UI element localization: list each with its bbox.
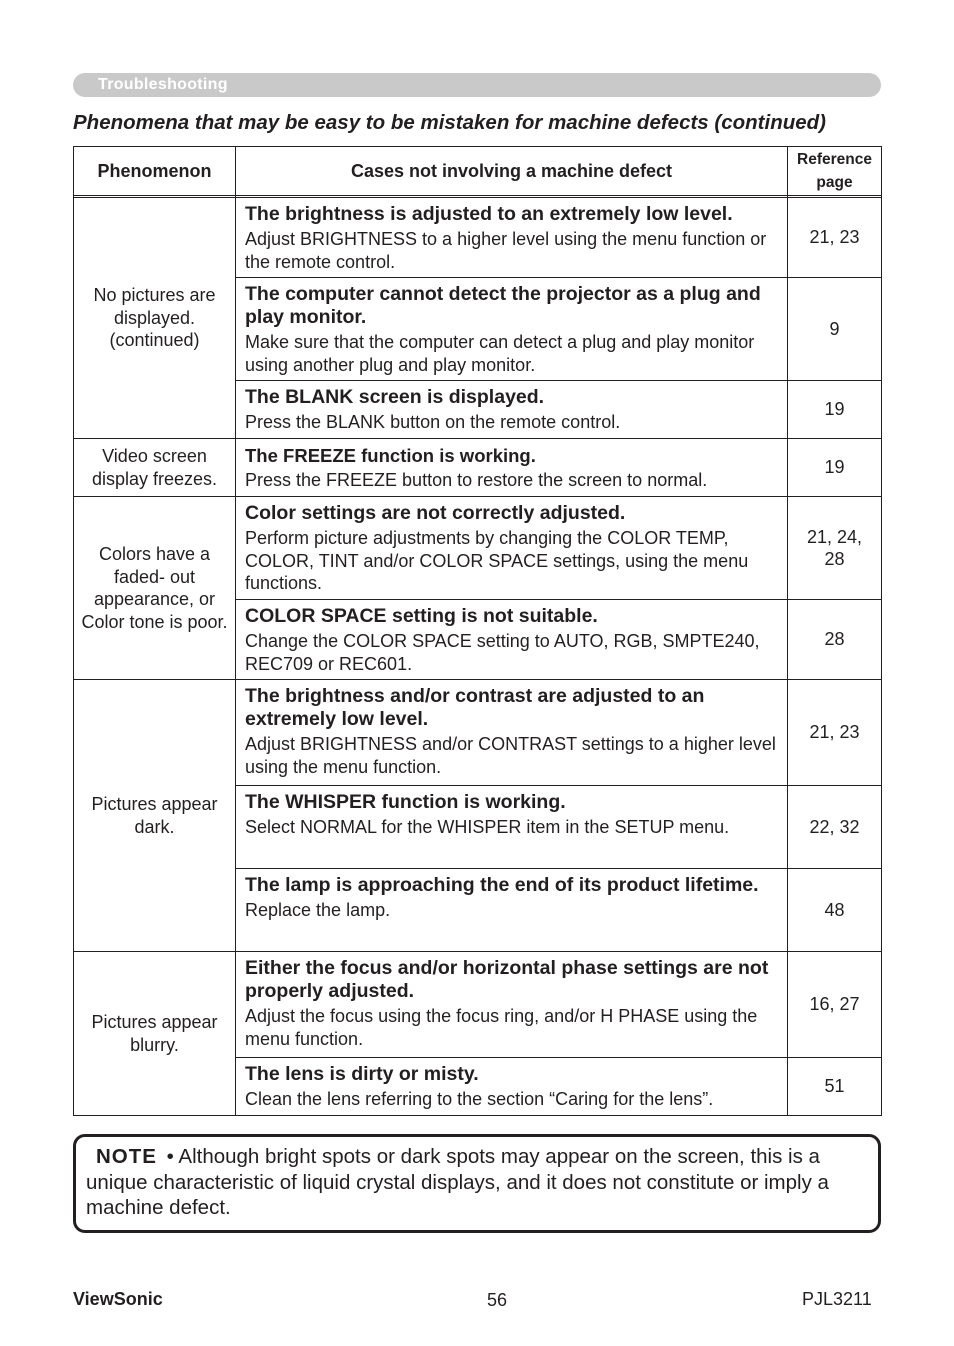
case-cell [236,278,788,381]
case-description: Make sure that the computer can detect a plug and play monitor using another plug and play monitor. [245,332,755,375]
phenomenon-cell [74,680,236,952]
reference-value: 21, 24, 28 [806,526,863,569]
table-row [74,198,882,278]
page-heading: Phenomena that may be easy to be mistaken for machine defects (continued) [73,111,826,134]
case-description: Perform picture adjustments by changing the COLOR TEMP, COLOR, TINT and/or COLOR SPACE settings, using the menu functions. [245,528,749,593]
case-description: Select NORMAL for the WHISPER item in the SETUP menu. [245,817,730,837]
phenomenon-text: Pictures appear blurry. [91,1012,218,1055]
reference-cell: 22, 32 [788,786,882,869]
case-description: Adjust BRIGHTNESS and/or CONTRAST settings to a higher level using the menu function. [245,734,776,777]
case-title: The computer cannot detect the projector as a plug and play monitor. [245,283,761,328]
case-cell [236,381,788,439]
table-row [74,952,882,1058]
case-title: The brightness and/or contrast are adjusted to an extremely low level. [245,685,705,730]
phenomenon-text: Pictures appear dark. [91,794,218,837]
case-cell [236,952,788,1058]
case-cell [236,198,788,278]
case-description: Replace the lamp. [245,900,391,920]
header-reference-line2: page [816,174,853,191]
case-description: Press the BLANK button on the remote control. [245,412,621,432]
header-reference [788,147,882,196]
table-row [74,439,882,497]
note-box [73,1134,881,1233]
reference-cell: 19 [788,439,882,497]
phenomenon-cell [74,952,236,1116]
header-reference-line1: Reference [797,151,872,168]
note-text-block [86,1144,871,1221]
footer-model: PJL3211 [802,1289,872,1309]
reference-cell: 51 [788,1058,882,1116]
case-cell [236,786,788,869]
footer-brand: ViewSonic [73,1289,163,1309]
table-row [74,497,882,600]
case-description: Adjust the focus using the focus ring, and/or H PHASE using the menu function. [245,1006,758,1049]
case-title: The FREEZE function is working. [245,445,536,466]
note-body: • Although bright spots or dark spots may appear on the screen, this is a unique characteristic of liquid crystal displays, and it does not constitute or imply a machine defect. [86,1145,829,1219]
case-cell [236,680,788,786]
section-title: Troubleshooting [98,76,228,93]
case-cell [236,439,788,497]
case-title: The lamp is approaching the end of its product lifetime. [245,874,759,896]
case-description: Change the COLOR SPACE setting to AUTO, RGB, SMPTE240, REC709 or REC601. [245,631,760,674]
reference-cell [788,497,882,600]
phenomenon-cell: Colors have a faded- out appearance, or Color tone is poor. [74,497,236,680]
phenomenon-cell: No pictures are displayed. (continued) [74,198,236,439]
reference-cell: 21, 23 [788,680,882,786]
case-description: Press the FREEZE button to restore the screen to normal. [245,470,708,490]
case-title: The brightness is adjusted to an extremely low level. [245,203,733,225]
note-label: NOTE [96,1145,157,1168]
reference-cell: 21, 23 [788,198,882,278]
case-cell [236,1058,788,1116]
case-title: The BLANK screen is displayed. [245,386,545,408]
case-description: Clean the lens referring to the section “Caring for the lens”. [245,1089,714,1109]
page-number: 56 [487,1290,508,1310]
reference-cell: 9 [788,278,882,381]
table-row [74,680,882,786]
reference-cell: 19 [788,381,882,439]
phenomenon-cell: Video screen display freezes. [74,439,236,497]
header-phenomenon: Phenomenon [74,147,236,196]
case-cell [236,600,788,680]
case-description: Adjust BRIGHTNESS to a higher level using the menu function or the remote control. [245,229,767,272]
troubleshooting-table [73,146,882,1116]
reference-cell: 28 [788,600,882,680]
table-header-row [74,147,882,196]
reference-cell: 48 [788,869,882,952]
table-body [74,196,882,1116]
case-title: COLOR SPACE setting is not suitable. [245,605,598,627]
case-title: The WHISPER function is working. [245,791,566,813]
case-title: Color settings are not correctly adjusted. [245,502,626,524]
case-cell [236,869,788,952]
header-cases: Cases not involving a machine defect [236,147,788,196]
reference-cell: 16, 27 [788,952,882,1058]
case-cell [236,497,788,600]
case-title: Either the focus and/or horizontal phase settings are not properly adjusted. [245,957,769,1002]
section-bar [73,73,881,97]
case-title: The lens is dirty or misty. [245,1063,479,1085]
